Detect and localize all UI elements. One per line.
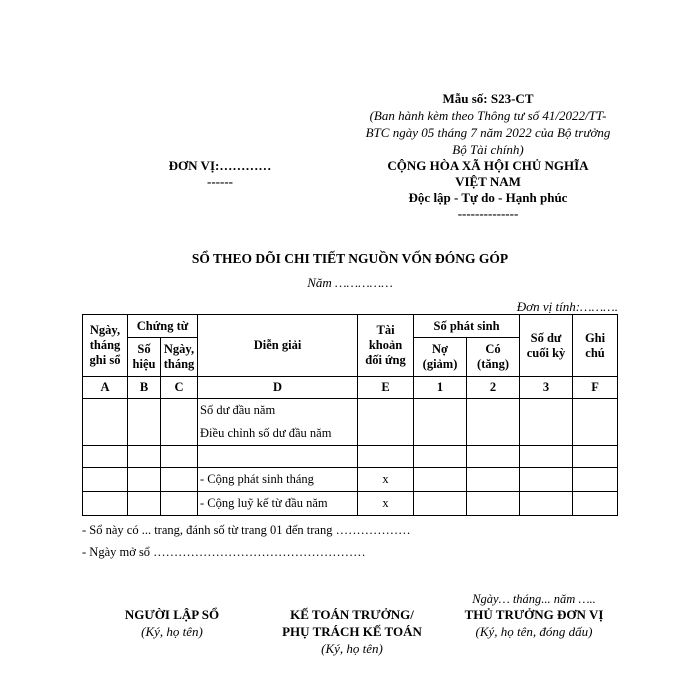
head-note: (Ký, họ tên, đóng dấu) (475, 624, 593, 639)
form-code: Mẫu số: S23-CT (442, 91, 534, 106)
preparer-note: (Ký, họ tên) (141, 624, 203, 639)
table-cell (520, 492, 573, 516)
accountant-title-1: KẾ TOÁN TRƯỞNG/ (290, 607, 414, 622)
table-cell (414, 399, 467, 446)
header-voucher: Chứng từ (128, 315, 198, 338)
table-cell (83, 446, 128, 468)
table-cell (83, 468, 128, 492)
header-credit: Có (tăng) (467, 338, 520, 377)
signature-preparer (102, 606, 242, 640)
table-cell (467, 399, 520, 446)
table-cell (83, 399, 128, 446)
table-cell (161, 492, 198, 516)
issued-by-line-1: (Ban hành kèm theo Thông tư số 41/2022/TT- (369, 108, 607, 123)
nation-motto: Độc lập - Tự do - Hạnh phúc (408, 190, 568, 205)
note-open-date: - Ngày mở sổ …………………………………………… (82, 545, 366, 559)
table-cell (83, 492, 128, 516)
table-cell (520, 468, 573, 492)
row-month-total: - Cộng phát sinh tháng (198, 468, 358, 492)
national-header (368, 158, 608, 222)
row-ytd-total-x: x (358, 492, 414, 516)
ledger-table (82, 314, 618, 516)
header-account: Tài khoản đối ứng (358, 315, 414, 377)
row-adjust: Điều chỉnh số dư đầu năm (200, 426, 332, 440)
header-note: Ghi chú (573, 315, 618, 377)
table-cell (161, 468, 198, 492)
unit-rule: ------ (207, 174, 233, 189)
table-cell (161, 446, 198, 468)
unit-label: ĐƠN VỊ:………… (168, 158, 272, 173)
code-cell: 3 (520, 377, 573, 399)
code-cell: C (161, 377, 198, 399)
table-cell (161, 399, 198, 446)
code-cell: E (358, 377, 414, 399)
table-cell (573, 468, 618, 492)
signature-accountant (262, 606, 442, 657)
accountant-title-2: PHỤ TRÁCH KẾ TOÁN (282, 624, 422, 639)
header-amount: Số phát sinh (414, 315, 520, 338)
header-date: Ngày, tháng ghi sổ (83, 315, 128, 377)
table-cell (414, 446, 467, 468)
issued-by-line-3: Bộ Tài chính) (452, 142, 524, 157)
row-ytd-total: - Cộng luỹ kế từ đầu năm (198, 492, 358, 516)
table-cell (414, 468, 467, 492)
table-cell (414, 492, 467, 516)
currency-unit: Đơn vị tính:………. (516, 299, 618, 314)
form-code-block (354, 90, 622, 158)
signature-date-line: Ngày… tháng... năm ….. (472, 592, 596, 606)
table-cell (520, 399, 573, 446)
nation-line-1: CỘNG HÒA XÃ HỘI CHỦ NGHĨA (387, 158, 589, 173)
table-cell (573, 446, 618, 468)
table-cell (467, 492, 520, 516)
header-description: Diễn giải (198, 315, 358, 377)
table-cell (573, 399, 618, 446)
table-cell (358, 399, 414, 446)
table-cell (467, 468, 520, 492)
table-cell (128, 446, 161, 468)
header-voucher-date: Ngày, tháng (161, 338, 198, 377)
table-cell (573, 492, 618, 516)
issued-by-line-2: BTC ngày 05 tháng 7 năm 2022 của Bộ trưởng (365, 125, 611, 140)
table-cell (128, 468, 161, 492)
code-cell: F (573, 377, 618, 399)
header-voucher-no: Số hiệu (128, 338, 161, 377)
row-opening: Số dư đầu năm (200, 403, 276, 417)
unit-block (150, 158, 290, 190)
nation-line-2: VIỆT NAM (455, 174, 521, 189)
row-opening-cell (198, 399, 358, 446)
note-pages: - Sổ này có ... trang, đánh số từ trang 01 đến trang ……………… (82, 523, 411, 537)
code-cell: D (198, 377, 358, 399)
year-line: Năm …………… (307, 275, 393, 290)
header-debit: Nợ (giảm) (414, 338, 467, 377)
nation-rule: -------------- (457, 206, 519, 221)
table-cell (128, 399, 161, 446)
table-cell (467, 446, 520, 468)
page-title: SỔ THEO DÕI CHI TIẾT NGUỒN VỐN ĐÓNG GÓP (191, 251, 509, 266)
table-cell (520, 446, 573, 468)
table-cell (358, 446, 414, 468)
header-balance: Số dư cuối kỳ (520, 315, 573, 377)
table-cell (128, 492, 161, 516)
code-cell: 1 (414, 377, 467, 399)
table-cell (198, 446, 358, 468)
signature-head (449, 606, 619, 640)
head-title: THỦ TRƯỞNG ĐƠN VỊ (464, 607, 604, 622)
code-cell: 2 (467, 377, 520, 399)
preparer-title: NGƯỜI LẬP SỔ (124, 607, 220, 622)
accountant-note: (Ký, họ tên) (321, 641, 383, 656)
code-cell: A (83, 377, 128, 399)
code-cell: B (128, 377, 161, 399)
row-month-total-x: x (358, 468, 414, 492)
